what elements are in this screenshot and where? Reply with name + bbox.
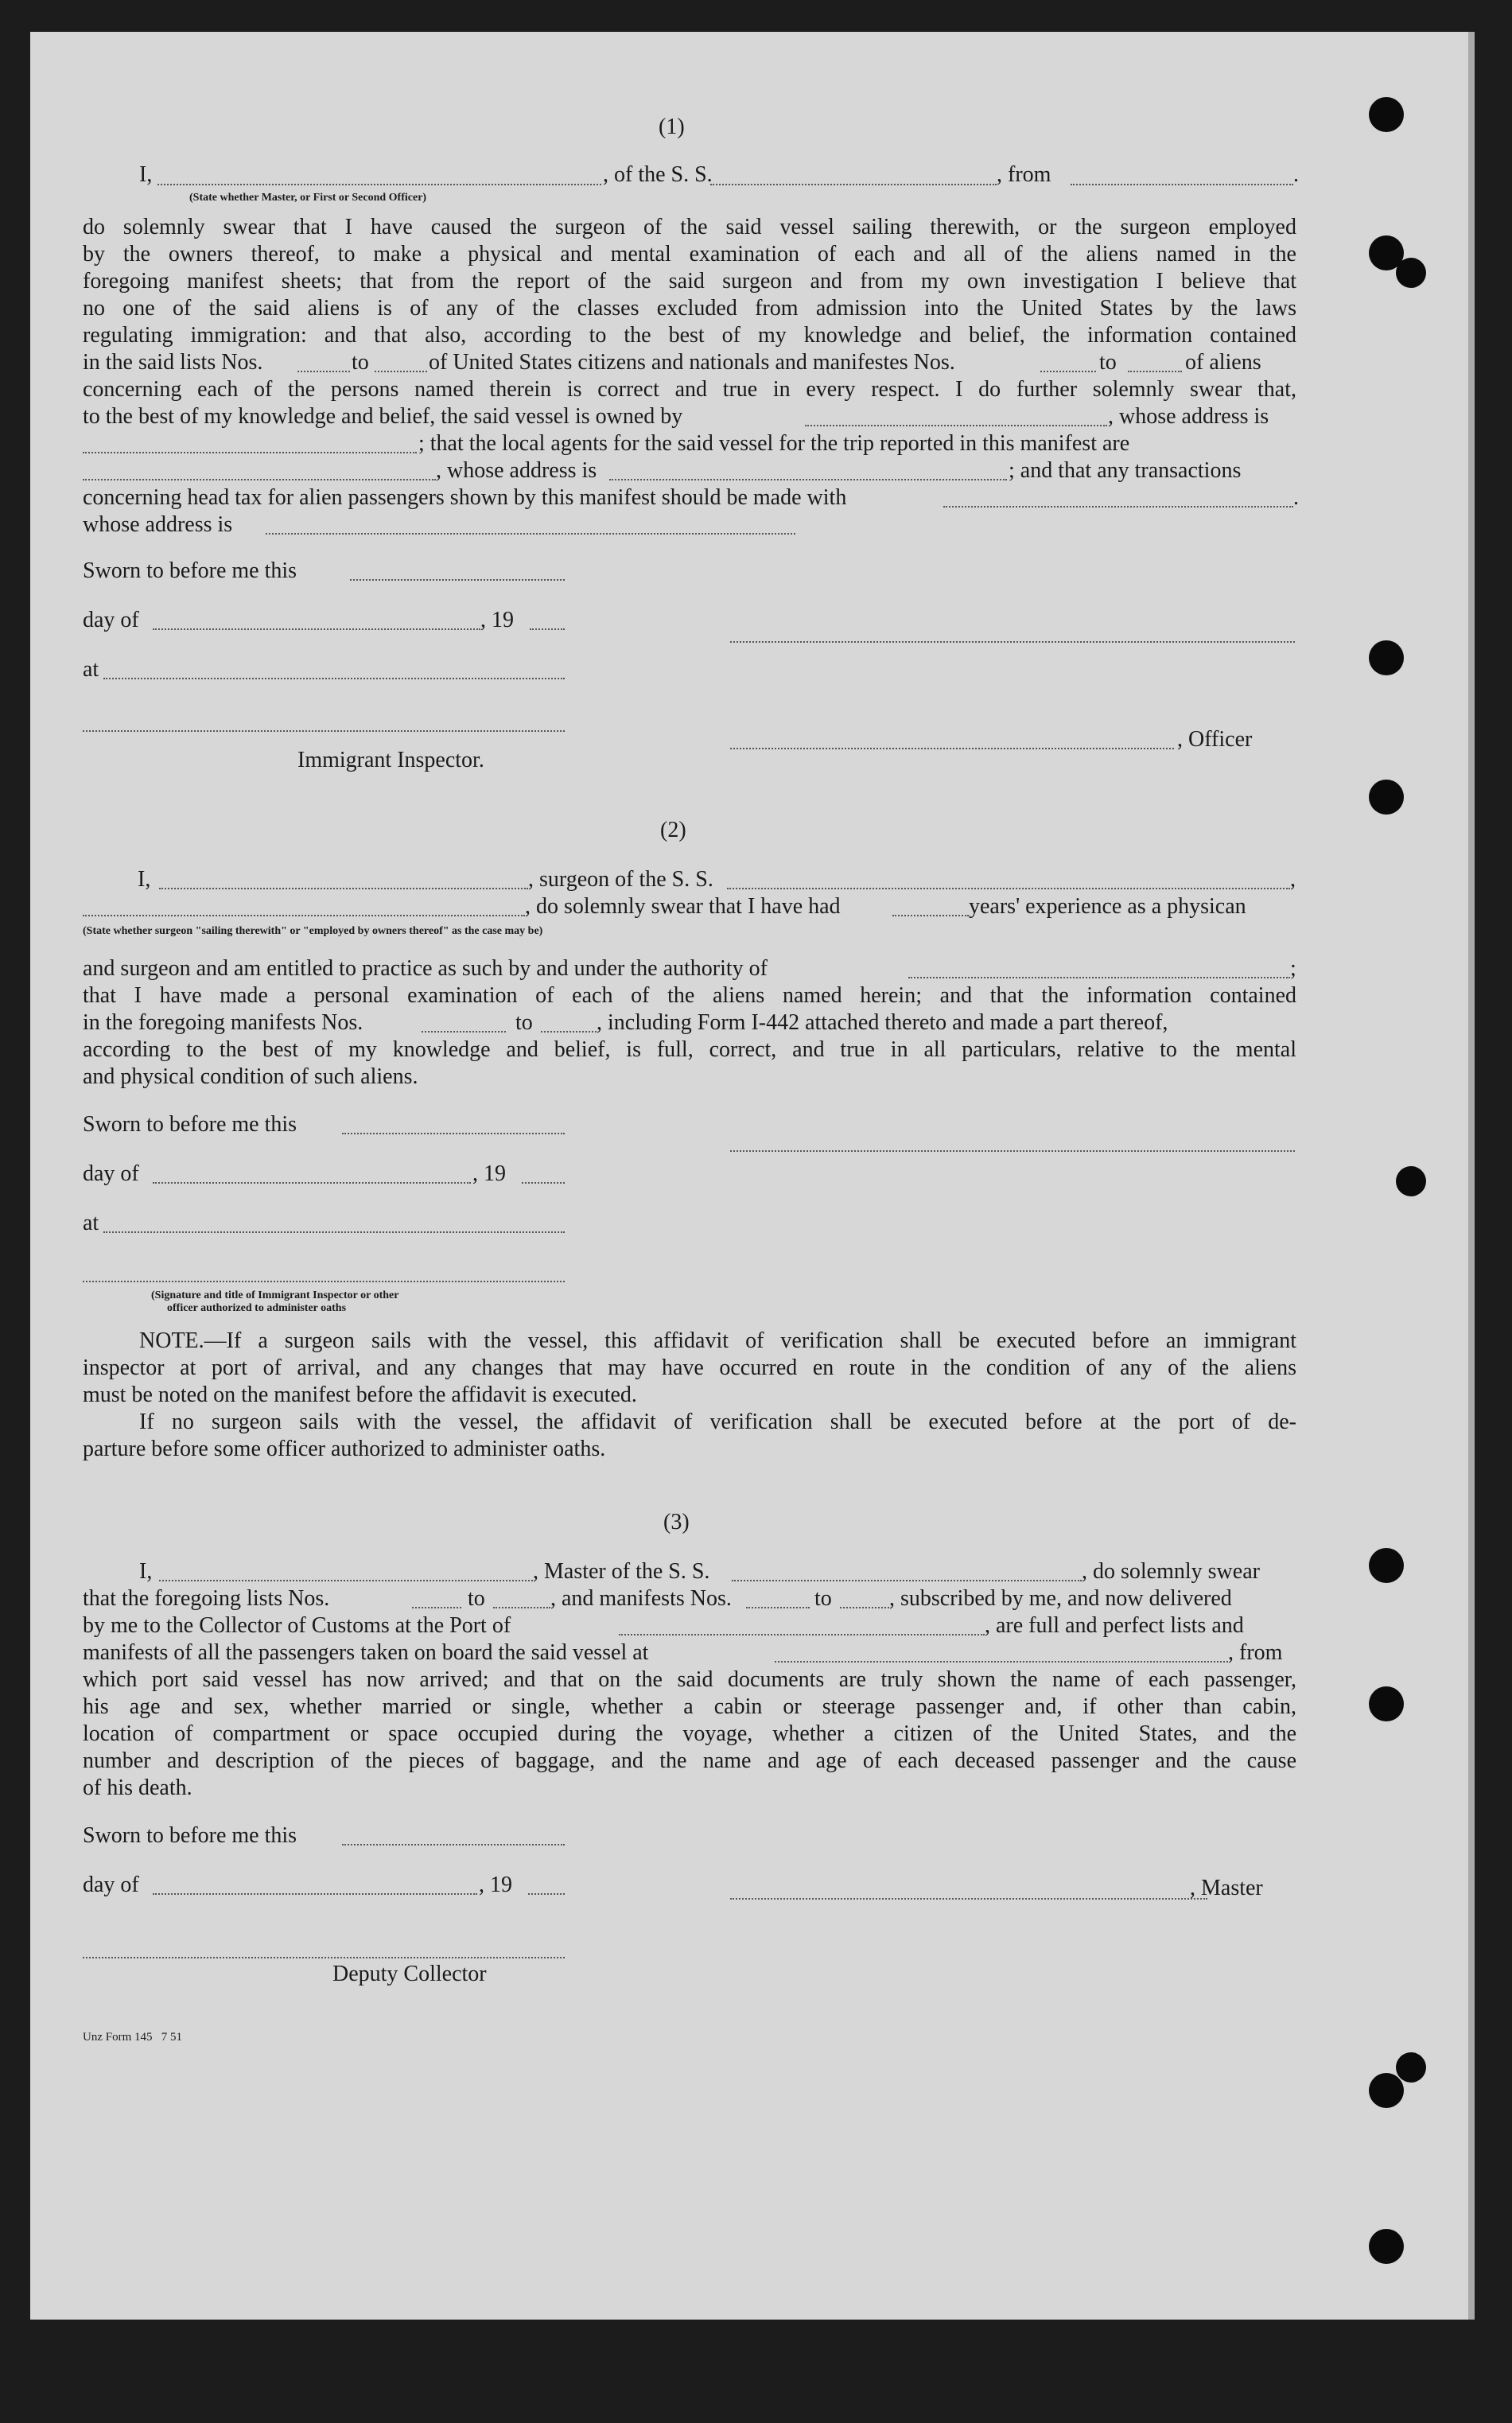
head-tax-address-field[interactable] — [266, 533, 795, 535]
text-nineteen: , 19 — [472, 1161, 506, 1186]
text-of-aliens: of aliens — [1185, 350, 1261, 375]
punch-hole-icon — [1369, 1548, 1404, 1583]
text-taken-on-board: manifests of all the passengers taken on board the said vessel at — [83, 1640, 649, 1665]
note-line: parture before some officer authorized to administer oaths. — [83, 1437, 606, 1461]
location-field[interactable] — [103, 1231, 565, 1233]
text-do-solemnly-swear: , do solemnly swear — [1082, 1559, 1260, 1584]
text-nineteen: , 19 — [480, 608, 514, 632]
port-field[interactable] — [619, 1634, 985, 1635]
text-i: I, — [139, 162, 153, 187]
note-line: NOTE.—If a surgeon sails with the vessel, this affidavit of verification shall be executed before an immigrant — [139, 1328, 1296, 1353]
form-sheet — [30, 32, 1468, 2320]
owner-name-field[interactable] — [805, 425, 1107, 426]
sworn-date-field[interactable] — [350, 579, 565, 581]
paragraph-line: by the owners thereof, to make a physical and mental examination of each and all of the aliens named in the — [83, 242, 1296, 266]
text-full-perfect: , are full and perfect lists and — [985, 1613, 1244, 1638]
text-whose-address: , whose address is — [1108, 404, 1269, 429]
surgeon-name-field[interactable] — [159, 888, 528, 889]
text-head-tax: concerning head tax for alien passengers shown by this manifest should be made with — [83, 485, 847, 510]
collector-signature-field[interactable] — [83, 1957, 565, 1958]
text-lists-nos: that the foregoing lists Nos. — [83, 1586, 330, 1611]
punch-hole-icon — [1369, 1686, 1404, 1721]
form-number: Unz Form 145 7 51 — [83, 2031, 182, 2044]
text-nineteen: , 19 — [479, 1873, 512, 1897]
text-sworn: Sworn to before me this — [83, 1112, 297, 1137]
month-field[interactable] — [153, 1182, 471, 1184]
label-immigrant-inspector: Immigrant Inspector. — [297, 748, 484, 772]
month-field[interactable] — [153, 1893, 477, 1895]
text-whose-address-is: whose address is — [83, 512, 233, 537]
paragraph-line: that I have made a personal examination of each of the aliens named herein; and that the information contained — [83, 983, 1296, 1008]
inspector-signature-field[interactable] — [83, 730, 565, 732]
paragraph-line: foregoing manifest sheets; that from the report of the said surgeon and from my own investigation I believe that — [83, 269, 1296, 294]
year-field[interactable] — [530, 628, 565, 630]
text-sworn: Sworn to before me this — [83, 558, 297, 583]
text-local-agents: ; that the local agents for the said vessel for the trip reported in this manifest are — [418, 431, 1130, 456]
text-to: to — [814, 1586, 832, 1611]
year-field[interactable] — [522, 1182, 565, 1184]
text-period: . — [1293, 162, 1299, 187]
sworn-date-field[interactable] — [342, 1133, 565, 1134]
authority-field[interactable] — [908, 977, 1290, 978]
section-2-heading: (2) — [660, 818, 686, 842]
paragraph-line: location of compartment or space occupied during the voyage, whether a citizen of the United States, and the — [83, 1721, 1296, 1746]
text-authority: and surgeon and am entitled to practice as such by and under the authority of — [83, 956, 768, 981]
local-agents-field[interactable] — [83, 479, 436, 480]
manifest-to-field[interactable] — [840, 1607, 889, 1608]
departure-port-field[interactable] — [1071, 184, 1293, 185]
paragraph-line: regulating immigration: and that also, according to the best of my knowledge and belief, the information contained — [83, 323, 1296, 348]
punch-hole-icon — [1369, 780, 1404, 815]
label-deputy-collector: Deputy Collector — [332, 1962, 487, 1986]
citizen-list-from-field[interactable] — [297, 371, 350, 372]
paragraph-line: and physical condition of such aliens. — [83, 1064, 418, 1089]
list-to-field[interactable] — [493, 1607, 550, 1608]
punch-hole-icon — [1369, 640, 1404, 675]
paragraph-line: no one of the said aliens is of any of the classes excluded from admission into the United States by the laws — [83, 296, 1296, 321]
note-surgeon-status: (State whether surgeon "sailing therewith" or "employed by owners thereof" as the case may be) — [83, 925, 543, 937]
note-line: If no surgeon sails with the vessel, the affidavit of verification shall be executed before at the port of de- — [139, 1410, 1296, 1434]
vessel-name-field[interactable] — [727, 888, 1290, 889]
signature-note: officer authorized to administer oaths — [167, 1302, 347, 1314]
text-subscribed: , subscribed by me, and now delivered — [889, 1586, 1232, 1611]
text-to: to — [515, 1010, 533, 1035]
text-including-form: , including Form I-442 attached thereto and made a part thereof, — [597, 1010, 1168, 1035]
text-day-of: day of — [83, 1873, 139, 1897]
text-lists-nos: in the said lists Nos. — [83, 350, 263, 375]
paragraph-line: which port said vessel has now arrived; and that on the said documents are truly shown the name of each passenger, — [83, 1667, 1296, 1692]
month-field[interactable] — [153, 628, 480, 630]
text-comma: , — [1290, 867, 1296, 892]
note-master-officer: (State whether Master, or First or Second Officer) — [189, 192, 427, 204]
head-tax-contact-field[interactable] — [943, 506, 1293, 508]
text-of-the-ss: , of the S. S. — [603, 162, 713, 187]
text-at: at — [83, 657, 99, 682]
text-transactions: ; and that any transactions — [1009, 458, 1242, 483]
section-1-heading: (1) — [659, 115, 685, 139]
text-from: , from — [997, 162, 1051, 187]
punch-hole-icon — [1396, 2052, 1426, 2083]
text-i: I, — [139, 1559, 153, 1584]
master-signature-field[interactable] — [730, 1898, 1207, 1900]
text-sworn: Sworn to before me this — [83, 1823, 297, 1848]
text-period: . — [1293, 485, 1299, 510]
surgeon-status-field[interactable] — [83, 915, 525, 916]
text-and-manifests: , and manifests Nos. — [550, 1586, 732, 1611]
surgeon-signature-field[interactable] — [730, 1150, 1295, 1152]
paragraph-line: concerning each of the persons named therein is correct and true in every respect. I do further solemnly swear that, — [83, 377, 1296, 402]
text-day-of: day of — [83, 608, 139, 632]
paragraph-line: according to the best of my knowledge and belief, is full, correct, and true in all particulars, relative to the mental — [83, 1037, 1296, 1062]
punch-hole-icon — [1369, 2073, 1404, 2108]
note-line: inspector at port of arrival, and any changes that may have occurred en route in the condition of any of the aliens — [83, 1355, 1296, 1380]
text-years-experience: years' experience as a physican — [969, 894, 1246, 919]
inspector-signature-field[interactable] — [83, 1281, 565, 1282]
agents-address-field[interactable] — [609, 479, 1007, 480]
manifest-from-field[interactable] — [746, 1607, 810, 1608]
owner-address-field[interactable] — [83, 452, 417, 453]
manifest-from-field[interactable] — [422, 1031, 506, 1033]
text-i: I, — [138, 867, 151, 892]
list-from-field[interactable] — [412, 1607, 461, 1608]
text-master: , Master — [1190, 1876, 1263, 1900]
text-owned-by: to the best of my knowledge and belief, the said vessel is owned by — [83, 404, 683, 429]
signature-note: (Signature and title of Immigrant Inspector or other — [151, 1289, 399, 1301]
note-line: must be noted on the manifest before the affidavit is executed. — [83, 1383, 637, 1407]
embarkation-port-field[interactable] — [775, 1661, 1228, 1663]
officer-title-field[interactable] — [730, 748, 1174, 749]
paragraph-line: do solemnly swear that I have caused the surgeon of the said vessel sailing therewith, or the surgeon employed — [83, 215, 1296, 239]
manifest-to-field[interactable] — [541, 1031, 597, 1033]
text-day-of: day of — [83, 1161, 139, 1186]
paragraph-line: his age and sex, whether married or single, whether a cabin or steerage passenger and, if other than cabin, — [83, 1694, 1296, 1719]
vessel-name-field[interactable] — [732, 1580, 1082, 1581]
text-whose-address: , whose address is — [436, 458, 597, 483]
text-citizens-manifests: of United States citizens and nationals and manifestes Nos. — [429, 350, 955, 375]
officer-signature-field[interactable] — [730, 641, 1295, 643]
text-do-solemnly-swear: , do solemnly swear that I have had — [525, 894, 841, 919]
punch-hole-icon — [1396, 1166, 1426, 1196]
text-surgeon-of: , surgeon of the S. S. — [528, 867, 713, 892]
sworn-date-field[interactable] — [342, 1844, 565, 1845]
section-3-heading: (3) — [663, 1510, 690, 1534]
location-field[interactable] — [103, 678, 565, 679]
citizen-list-to-field[interactable] — [375, 371, 427, 372]
punch-hole-icon — [1369, 2229, 1404, 2264]
years-field[interactable] — [892, 915, 969, 916]
master-name-field[interactable] — [159, 1580, 533, 1581]
year-field[interactable] — [528, 1893, 565, 1895]
text-manifests-nos: in the foregoing manifests Nos. — [83, 1010, 363, 1035]
text-to: to — [352, 350, 369, 375]
punch-hole-icon — [1396, 258, 1426, 288]
text-master-of: , Master of the S. S. — [533, 1559, 710, 1584]
punch-hole-icon — [1369, 97, 1404, 132]
paragraph-line: number and description of the pieces of baggage, and the name and age of each deceased passenger and the cause — [83, 1748, 1296, 1773]
paragraph-line: of his death. — [83, 1775, 192, 1800]
text-to: to — [468, 1586, 485, 1611]
text-collector: by me to the Collector of Customs at the Port of — [83, 1613, 511, 1638]
officer-name-field[interactable] — [157, 184, 601, 185]
text-to: to — [1099, 350, 1117, 375]
text-semicolon: ; — [1290, 956, 1296, 981]
text-officer: , Officer — [1177, 727, 1253, 752]
text-from: , from — [1228, 1640, 1283, 1665]
vessel-name-field[interactable] — [710, 184, 997, 185]
alien-manifest-from-field[interactable] — [1040, 371, 1096, 372]
text-at: at — [83, 1211, 99, 1235]
alien-manifest-to-field[interactable] — [1128, 371, 1182, 372]
